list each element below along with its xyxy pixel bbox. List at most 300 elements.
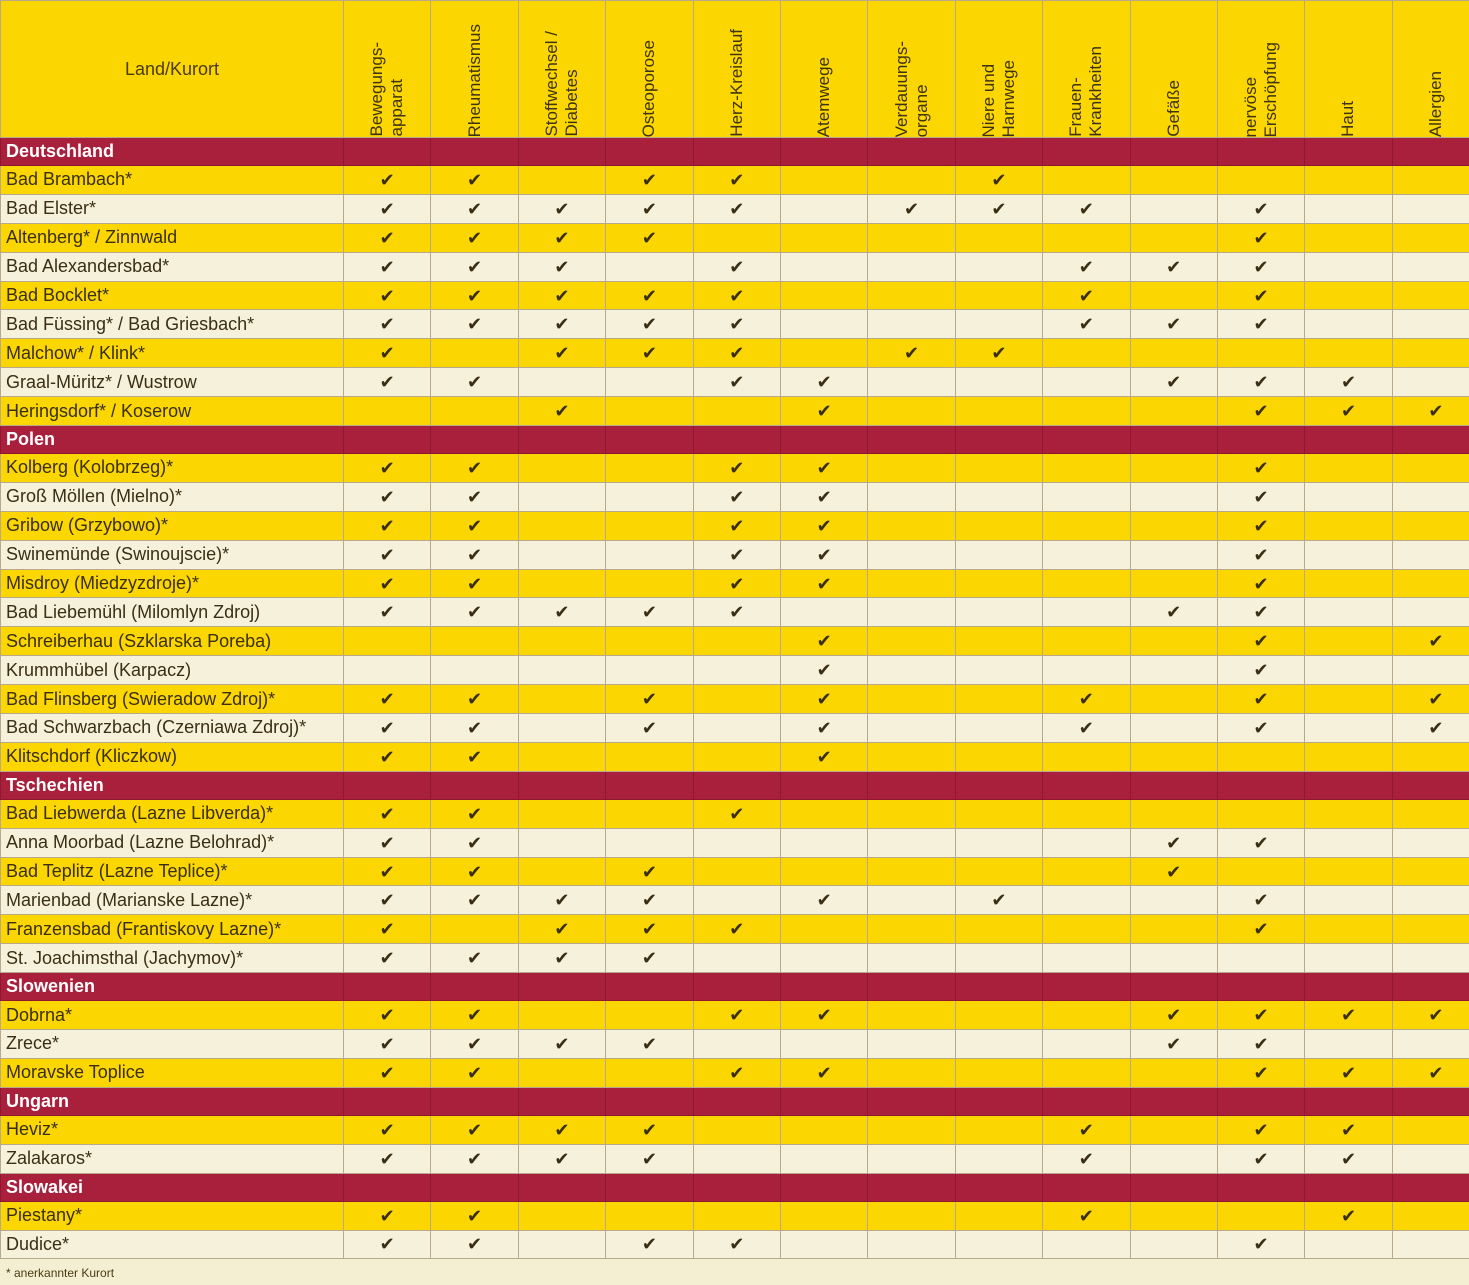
empty-cell	[344, 656, 431, 685]
check-mark-icon: ✔	[518, 252, 605, 281]
spa-name: Gribow (Grzybowo)*	[1, 511, 344, 540]
check-mark-icon: ✔	[606, 944, 693, 973]
empty-cell	[693, 397, 780, 426]
group-cell	[1130, 1087, 1217, 1115]
empty-cell	[955, 828, 1042, 857]
spa-name: Zalakaros*	[1, 1144, 344, 1173]
empty-cell	[1043, 1030, 1130, 1059]
empty-cell	[1043, 828, 1130, 857]
check-mark-icon: ✔	[344, 454, 431, 483]
header-indication-wrap	[519, 2, 605, 137]
check-mark-icon: ✔	[1043, 1115, 1130, 1144]
empty-cell	[955, 540, 1042, 569]
check-mark-icon: ✔	[1217, 368, 1304, 397]
group-cell	[868, 771, 955, 799]
empty-cell	[606, 1001, 693, 1030]
empty-cell	[344, 397, 431, 426]
check-mark-icon: ✔	[693, 281, 780, 310]
empty-cell	[955, 1001, 1042, 1030]
empty-cell	[431, 397, 518, 426]
group-cell	[431, 771, 518, 799]
empty-cell	[868, 857, 955, 886]
check-mark-icon: ✔	[693, 569, 780, 598]
check-mark-icon: ✔	[1217, 1001, 1304, 1030]
table-row	[1, 598, 1469, 627]
group-cell	[344, 138, 431, 166]
group-cell	[606, 426, 693, 454]
empty-cell	[693, 714, 780, 743]
spa-name: Moravske Toplice	[1, 1058, 344, 1087]
empty-cell	[1043, 799, 1130, 828]
empty-cell	[1392, 223, 1469, 252]
country-name: Slowakei	[1, 1173, 344, 1201]
table-row	[1, 482, 1469, 511]
empty-cell	[606, 627, 693, 656]
empty-cell	[780, 310, 867, 339]
group-cell	[1217, 138, 1304, 166]
table-body	[1, 138, 1469, 1259]
empty-cell	[1305, 454, 1392, 483]
group-cell	[780, 771, 867, 799]
empty-cell	[780, 166, 867, 195]
empty-cell	[518, 166, 605, 195]
empty-cell	[1130, 1058, 1217, 1087]
empty-cell	[606, 1201, 693, 1230]
check-mark-icon: ✔	[518, 194, 605, 223]
check-mark-icon: ✔	[431, 1058, 518, 1087]
group-cell	[1305, 771, 1392, 799]
empty-cell	[1217, 857, 1304, 886]
empty-cell	[1130, 656, 1217, 685]
check-mark-icon: ✔	[1217, 397, 1304, 426]
empty-cell	[1130, 915, 1217, 944]
spa-name: Bad Teplitz (Lazne Teplice)*	[1, 857, 344, 886]
check-mark-icon: ✔	[431, 1201, 518, 1230]
group-cell	[344, 973, 431, 1001]
empty-cell	[955, 482, 1042, 511]
empty-cell	[868, 656, 955, 685]
empty-cell	[1217, 742, 1304, 771]
empty-cell	[780, 598, 867, 627]
check-mark-icon: ✔	[1043, 310, 1130, 339]
group-cell	[518, 771, 605, 799]
empty-cell	[868, 799, 955, 828]
group-cell	[606, 1087, 693, 1115]
empty-cell	[1130, 627, 1217, 656]
check-mark-icon: ✔	[693, 1230, 780, 1259]
check-mark-icon: ✔	[344, 799, 431, 828]
group-cell	[431, 1173, 518, 1201]
spa-name: Klitschdorf (Kliczkow)	[1, 742, 344, 771]
empty-cell	[868, 1201, 955, 1230]
empty-cell	[1043, 397, 1130, 426]
empty-cell	[955, 714, 1042, 743]
empty-cell	[955, 223, 1042, 252]
spa-name: Bad Elster*	[1, 194, 344, 223]
check-mark-icon: ✔	[1217, 454, 1304, 483]
empty-cell	[693, 1144, 780, 1173]
group-cell	[431, 138, 518, 166]
check-mark-icon: ✔	[431, 886, 518, 915]
check-mark-icon: ✔	[518, 281, 605, 310]
check-mark-icon: ✔	[1043, 281, 1130, 310]
spa-name: Groß Möllen (Mielno)*	[1, 482, 344, 511]
check-mark-icon: ✔	[431, 944, 518, 973]
country-group-row	[1, 426, 1469, 454]
country-name: Deutschland	[1, 138, 344, 166]
check-mark-icon: ✔	[780, 742, 867, 771]
header-indication	[693, 1, 780, 138]
check-mark-icon: ✔	[693, 540, 780, 569]
group-cell	[955, 771, 1042, 799]
empty-cell	[780, 339, 867, 368]
check-mark-icon: ✔	[780, 1058, 867, 1087]
table-row	[1, 1001, 1469, 1030]
header-indication-wrap	[1043, 2, 1129, 137]
empty-cell	[1043, 454, 1130, 483]
check-mark-icon: ✔	[518, 339, 605, 368]
check-mark-icon: ✔	[955, 166, 1042, 195]
empty-cell	[955, 1230, 1042, 1259]
empty-cell	[955, 799, 1042, 828]
empty-cell	[1130, 339, 1217, 368]
table-row	[1, 540, 1469, 569]
check-mark-icon: ✔	[1392, 1001, 1469, 1030]
empty-cell	[780, 799, 867, 828]
check-mark-icon: ✔	[344, 915, 431, 944]
check-mark-icon: ✔	[1217, 540, 1304, 569]
empty-cell	[868, 886, 955, 915]
spa-name: Marienbad (Marianske Lazne)*	[1, 886, 344, 915]
group-cell	[1130, 973, 1217, 1001]
check-mark-icon: ✔	[344, 1115, 431, 1144]
check-mark-icon: ✔	[955, 339, 1042, 368]
check-mark-icon: ✔	[1305, 368, 1392, 397]
empty-cell	[1217, 944, 1304, 973]
spa-name: Bad Alexandersbad*	[1, 252, 344, 281]
group-cell	[1043, 426, 1130, 454]
empty-cell	[1305, 714, 1392, 743]
empty-cell	[431, 339, 518, 368]
table-row	[1, 569, 1469, 598]
check-mark-icon: ✔	[344, 1201, 431, 1230]
spa-name: St. Joachimsthal (Jachymov)*	[1, 944, 344, 973]
check-mark-icon: ✔	[780, 886, 867, 915]
empty-cell	[1130, 223, 1217, 252]
empty-cell	[1130, 799, 1217, 828]
empty-cell	[868, 742, 955, 771]
check-mark-icon: ✔	[344, 223, 431, 252]
empty-cell	[693, 1030, 780, 1059]
check-mark-icon: ✔	[1217, 598, 1304, 627]
empty-cell	[780, 828, 867, 857]
check-mark-icon: ✔	[1217, 828, 1304, 857]
empty-cell	[868, 482, 955, 511]
empty-cell	[1392, 540, 1469, 569]
empty-cell	[1130, 194, 1217, 223]
group-cell	[780, 426, 867, 454]
empty-cell	[1043, 368, 1130, 397]
empty-cell	[1392, 656, 1469, 685]
check-mark-icon: ✔	[1217, 714, 1304, 743]
check-mark-icon: ✔	[606, 1030, 693, 1059]
spa-name: Dudice*	[1, 1230, 344, 1259]
table-row	[1, 742, 1469, 771]
group-cell	[344, 771, 431, 799]
empty-cell	[868, 569, 955, 598]
empty-cell	[518, 569, 605, 598]
empty-cell	[1043, 1058, 1130, 1087]
empty-cell	[518, 742, 605, 771]
check-mark-icon: ✔	[1392, 685, 1469, 714]
empty-cell	[1392, 339, 1469, 368]
spa-name: Heringsdorf* / Koserow	[1, 397, 344, 426]
empty-cell	[780, 944, 867, 973]
check-mark-icon: ✔	[606, 281, 693, 310]
group-cell	[868, 973, 955, 1001]
empty-cell	[1130, 166, 1217, 195]
check-mark-icon: ✔	[431, 482, 518, 511]
empty-cell	[1043, 627, 1130, 656]
table-row	[1, 223, 1469, 252]
spa-name: Bad Brambach*	[1, 166, 344, 195]
check-mark-icon: ✔	[780, 1001, 867, 1030]
empty-cell	[1305, 482, 1392, 511]
check-mark-icon: ✔	[1217, 310, 1304, 339]
table-row	[1, 1030, 1469, 1059]
empty-cell	[1305, 339, 1392, 368]
empty-cell	[955, 397, 1042, 426]
check-mark-icon: ✔	[1305, 1201, 1392, 1230]
header-indication-label: Atemwege	[814, 56, 834, 137]
check-mark-icon: ✔	[955, 886, 1042, 915]
check-mark-icon: ✔	[1392, 627, 1469, 656]
table-row	[1, 685, 1469, 714]
group-cell	[693, 771, 780, 799]
table-row	[1, 828, 1469, 857]
empty-cell	[693, 223, 780, 252]
empty-cell	[518, 685, 605, 714]
check-mark-icon: ✔	[606, 223, 693, 252]
empty-cell	[1392, 454, 1469, 483]
check-mark-icon: ✔	[780, 656, 867, 685]
group-cell	[431, 973, 518, 1001]
empty-cell	[955, 1058, 1042, 1087]
check-mark-icon: ✔	[1217, 685, 1304, 714]
spa-name: Kolberg (Kolobrzeg)*	[1, 454, 344, 483]
empty-cell	[868, 368, 955, 397]
check-mark-icon: ✔	[606, 310, 693, 339]
group-cell	[693, 138, 780, 166]
group-cell	[606, 973, 693, 1001]
group-cell	[1130, 1173, 1217, 1201]
empty-cell	[1130, 482, 1217, 511]
empty-cell	[1130, 1144, 1217, 1173]
header-indication-wrap	[344, 2, 430, 137]
header-indication	[1043, 1, 1130, 138]
group-cell	[1305, 973, 1392, 1001]
check-mark-icon: ✔	[1305, 1058, 1392, 1087]
check-mark-icon: ✔	[344, 742, 431, 771]
check-mark-icon: ✔	[780, 511, 867, 540]
empty-cell	[1305, 569, 1392, 598]
check-mark-icon: ✔	[1217, 1115, 1304, 1144]
check-mark-icon: ✔	[431, 310, 518, 339]
check-mark-icon: ✔	[693, 368, 780, 397]
check-mark-icon: ✔	[1305, 1144, 1392, 1173]
empty-cell	[780, 915, 867, 944]
empty-cell	[606, 397, 693, 426]
empty-cell	[344, 627, 431, 656]
check-mark-icon: ✔	[1392, 1058, 1469, 1087]
empty-cell	[1043, 915, 1130, 944]
check-mark-icon: ✔	[344, 310, 431, 339]
empty-cell	[868, 685, 955, 714]
spa-name: Bad Liebwerda (Lazne Libverda)*	[1, 799, 344, 828]
spa-name: Bad Bocklet*	[1, 281, 344, 310]
empty-cell	[1392, 252, 1469, 281]
empty-cell	[518, 627, 605, 656]
header-indication	[1392, 1, 1469, 138]
table-row	[1, 714, 1469, 743]
header-indication-wrap	[1218, 2, 1304, 137]
empty-cell	[868, 397, 955, 426]
empty-cell	[955, 685, 1042, 714]
check-mark-icon: ✔	[344, 598, 431, 627]
header-indication-wrap	[1131, 2, 1217, 137]
check-mark-icon: ✔	[431, 281, 518, 310]
check-mark-icon: ✔	[518, 310, 605, 339]
empty-cell	[518, 454, 605, 483]
header-indication	[431, 1, 518, 138]
group-cell	[1043, 138, 1130, 166]
check-mark-icon: ✔	[431, 368, 518, 397]
check-mark-icon: ✔	[1130, 828, 1217, 857]
check-mark-icon: ✔	[1217, 1230, 1304, 1259]
empty-cell	[1392, 944, 1469, 973]
check-mark-icon: ✔	[780, 685, 867, 714]
check-mark-icon: ✔	[518, 598, 605, 627]
empty-cell	[868, 540, 955, 569]
group-cell	[344, 1087, 431, 1115]
empty-cell	[431, 656, 518, 685]
group-cell	[518, 973, 605, 1001]
check-mark-icon: ✔	[868, 339, 955, 368]
check-mark-icon: ✔	[518, 915, 605, 944]
check-mark-icon: ✔	[1043, 714, 1130, 743]
group-cell	[1392, 1173, 1469, 1201]
check-mark-icon: ✔	[1130, 310, 1217, 339]
table-row	[1, 310, 1469, 339]
empty-cell	[1305, 1030, 1392, 1059]
check-mark-icon: ✔	[606, 1144, 693, 1173]
empty-cell	[955, 656, 1042, 685]
group-cell	[1130, 426, 1217, 454]
header-indication-wrap	[694, 2, 780, 137]
check-mark-icon: ✔	[1392, 714, 1469, 743]
empty-cell	[1392, 915, 1469, 944]
check-mark-icon: ✔	[344, 1058, 431, 1087]
empty-cell	[1130, 714, 1217, 743]
header-indication-label: Rheumatismus	[464, 23, 484, 137]
empty-cell	[868, 1230, 955, 1259]
table-header-row	[1, 1, 1469, 138]
check-mark-icon: ✔	[606, 1115, 693, 1144]
group-cell	[518, 138, 605, 166]
spa-name: Zrece*	[1, 1030, 344, 1059]
empty-cell	[955, 627, 1042, 656]
spa-name: Bad Füssing* / Bad Griesbach*	[1, 310, 344, 339]
check-mark-icon: ✔	[518, 944, 605, 973]
empty-cell	[693, 656, 780, 685]
check-mark-icon: ✔	[431, 742, 518, 771]
empty-cell	[1305, 627, 1392, 656]
check-mark-icon: ✔	[431, 540, 518, 569]
empty-cell	[1305, 252, 1392, 281]
empty-cell	[431, 915, 518, 944]
check-mark-icon: ✔	[693, 252, 780, 281]
empty-cell	[1043, 511, 1130, 540]
empty-cell	[1043, 944, 1130, 973]
empty-cell	[1392, 166, 1469, 195]
check-mark-icon: ✔	[606, 857, 693, 886]
check-mark-icon: ✔	[344, 194, 431, 223]
check-mark-icon: ✔	[693, 166, 780, 195]
empty-cell	[1130, 1230, 1217, 1259]
empty-cell	[1305, 656, 1392, 685]
empty-cell	[1130, 1115, 1217, 1144]
empty-cell	[780, 1115, 867, 1144]
check-mark-icon: ✔	[518, 1030, 605, 1059]
group-cell	[780, 1087, 867, 1115]
check-mark-icon: ✔	[1217, 1144, 1304, 1173]
header-indication-label: nervöse Erschöpfung	[1241, 41, 1281, 137]
group-cell	[868, 1087, 955, 1115]
empty-cell	[1392, 828, 1469, 857]
check-mark-icon: ✔	[693, 339, 780, 368]
header-indication-label: Gefäße	[1163, 80, 1183, 137]
group-cell	[518, 1087, 605, 1115]
spa-name: Misdroy (Miedzyzdroje)*	[1, 569, 344, 598]
check-mark-icon: ✔	[1217, 1030, 1304, 1059]
group-cell	[1392, 973, 1469, 1001]
country-name: Ungarn	[1, 1087, 344, 1115]
spa-name: Krummhübel (Karpacz)	[1, 656, 344, 685]
check-mark-icon: ✔	[344, 714, 431, 743]
spa-name: Bad Flinsberg (Swieradow Zdroj)*	[1, 685, 344, 714]
table-row	[1, 656, 1469, 685]
empty-cell	[693, 944, 780, 973]
check-mark-icon: ✔	[606, 714, 693, 743]
spa-name: Bad Liebemühl (Milomlyn Zdroj)	[1, 598, 344, 627]
header-land-kurort: Land/Kurort	[1, 1, 344, 138]
check-mark-icon: ✔	[1217, 569, 1304, 598]
empty-cell	[955, 368, 1042, 397]
empty-cell	[780, 252, 867, 281]
empty-cell	[1043, 742, 1130, 771]
empty-cell	[1130, 685, 1217, 714]
empty-cell	[518, 540, 605, 569]
empty-cell	[1130, 540, 1217, 569]
check-mark-icon: ✔	[780, 714, 867, 743]
empty-cell	[1392, 1201, 1469, 1230]
empty-cell	[518, 828, 605, 857]
empty-cell	[693, 627, 780, 656]
empty-cell	[518, 1201, 605, 1230]
header-indication	[1217, 1, 1304, 138]
check-mark-icon: ✔	[344, 368, 431, 397]
empty-cell	[1305, 511, 1392, 540]
